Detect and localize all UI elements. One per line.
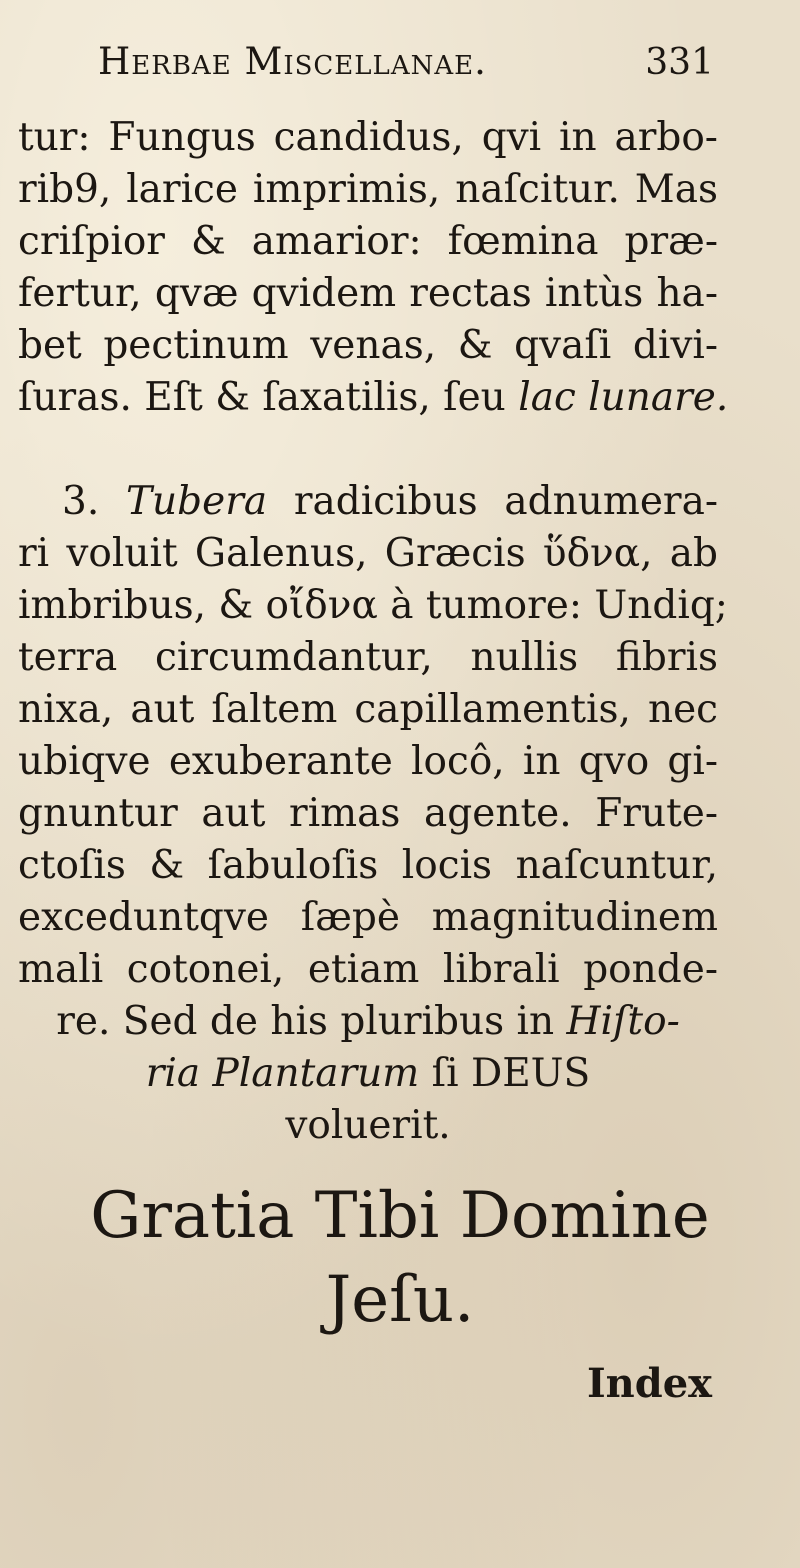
text-line: rib9, larice imprimis, naſcitur. Mas xyxy=(18,167,718,212)
text-line: ctoſis & ſabuloſis locis naſcuntur, xyxy=(18,843,718,888)
text-line: exceduntqve ſæpè magnitudinem xyxy=(18,895,718,940)
italic-segment: Hiſto- xyxy=(566,999,680,1044)
text-line: tur: Fungus candidus, qvi in arbo- xyxy=(18,115,718,160)
catchword: Index xyxy=(586,1360,712,1407)
text-line xyxy=(18,996,718,1048)
text-line: fertur, qvæ qvidem rectas intùs ha- xyxy=(18,271,718,316)
text-line: ubiqve exuberante locô, in qvo gi- xyxy=(18,739,718,784)
text-line xyxy=(18,1048,718,1100)
page-number: 331 xyxy=(645,42,714,83)
body-text xyxy=(18,112,729,1152)
text-segment: ſi DEUS xyxy=(431,1051,591,1096)
text-line: imbribus, & οἴδνα à tumore: Undiq; xyxy=(18,583,728,628)
text-line: bet pectinum venas, & qvaſi divi- xyxy=(18,323,718,368)
text-line: terra circumdantur, nullis fibris xyxy=(18,635,718,680)
text-segment: re. Sed de his pluribus in xyxy=(56,999,555,1044)
text-segment: ſuras. Eſt & ſaxatilis, ſeu xyxy=(18,375,506,420)
text-segment: radicibus adnumera- xyxy=(293,479,719,524)
paragraph-number: 3. xyxy=(62,479,100,524)
closing-line-2: Jeſu. xyxy=(325,1263,475,1337)
text-line xyxy=(18,476,718,528)
running-head-title: Herbae Miscellanae. xyxy=(98,40,487,83)
italic-segment: Tubera xyxy=(126,479,268,524)
text-line: gnuntur aut rimas agente. Frute- xyxy=(18,791,718,836)
paragraph-gap xyxy=(18,424,718,476)
closing-line-1: Gratia Tibi Domine xyxy=(90,1179,710,1253)
running-head xyxy=(98,40,714,100)
text-line xyxy=(18,372,729,424)
text-line: ri voluit Galenus, Græcis ὕδνα, ab xyxy=(18,531,718,576)
text-line: voluerit. xyxy=(285,1103,451,1148)
text-line: mali cotonei, etiam librali ponde- xyxy=(18,947,718,992)
italic-segment: ria Plantarum xyxy=(145,1051,420,1096)
text-line: nixa, aut ſaltem capillamentis, nec xyxy=(18,687,718,732)
italic-segment: lac lunare. xyxy=(518,375,729,420)
text-line: criſpior & amarior: fœmina præ- xyxy=(18,219,718,264)
